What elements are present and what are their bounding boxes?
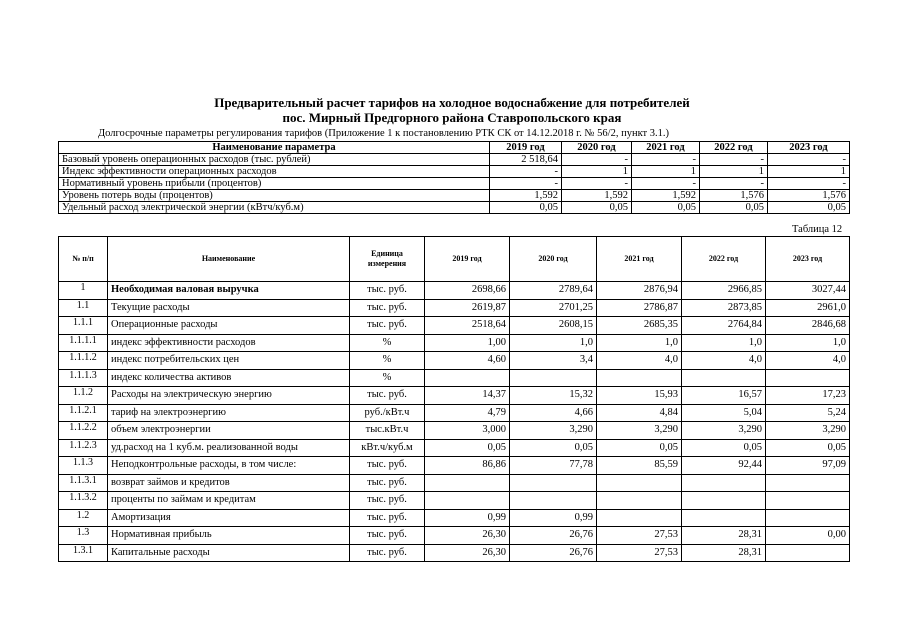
row-code-cell: 1.1.2.1 bbox=[59, 404, 108, 422]
row-value-cell: 2701,25 bbox=[510, 299, 597, 317]
row-name-cell: индекс эффективности расходов bbox=[108, 334, 350, 352]
row-value-cell bbox=[425, 492, 510, 510]
row-name-cell: Амортизация bbox=[108, 509, 350, 527]
param-value-cell: - bbox=[562, 154, 632, 166]
row-value-cell: 4,60 bbox=[425, 352, 510, 370]
row-unit-cell: тыс. руб. bbox=[350, 457, 425, 475]
row-value-cell bbox=[510, 369, 597, 387]
row-value-cell: 15,32 bbox=[510, 387, 597, 405]
document-title-line1: Предварительный расчет тарифов на холодное водоснабжение для потребителей bbox=[214, 95, 690, 110]
row-code-cell: 1.1.2 bbox=[59, 387, 108, 405]
table-row bbox=[59, 282, 850, 300]
row-name-cell: Расходы на электрическую энергию bbox=[108, 387, 350, 405]
row-value-cell: 92,44 bbox=[682, 457, 766, 475]
param-value-cell: - bbox=[768, 154, 850, 166]
param-value-cell: - bbox=[562, 178, 632, 190]
table-row bbox=[59, 404, 850, 422]
params-row bbox=[59, 202, 850, 214]
main-header-cell: № п/п bbox=[59, 237, 108, 282]
param-name-cell: Нормативный уровень прибыли (процентов) bbox=[59, 178, 490, 190]
row-value-cell bbox=[766, 509, 850, 527]
row-code-cell: 1.1 bbox=[59, 299, 108, 317]
row-value-cell: 2789,64 bbox=[510, 282, 597, 300]
row-value-cell: 2876,94 bbox=[597, 282, 682, 300]
params-table bbox=[58, 141, 850, 214]
row-unit-cell: тыс. руб. bbox=[350, 527, 425, 545]
row-value-cell: 0,05 bbox=[510, 439, 597, 457]
table-row bbox=[59, 492, 850, 510]
param-value-cell: 1 bbox=[700, 166, 768, 178]
table-number: Таблица 12 bbox=[792, 224, 843, 235]
param-name-cell: Уровень потерь воды (процентов) bbox=[59, 190, 490, 202]
param-value-cell: 1,576 bbox=[768, 190, 850, 202]
table-row bbox=[59, 527, 850, 545]
row-name-cell: возврат займов и кредитов bbox=[108, 474, 350, 492]
row-value-cell: 26,76 bbox=[510, 527, 597, 545]
table-row bbox=[59, 369, 850, 387]
row-value-cell bbox=[682, 509, 766, 527]
param-value-cell: - bbox=[490, 178, 562, 190]
param-value-cell: 1,592 bbox=[562, 190, 632, 202]
param-value-cell: 1 bbox=[768, 166, 850, 178]
row-value-cell: 26,30 bbox=[425, 527, 510, 545]
row-value-cell: 4,0 bbox=[766, 352, 850, 370]
row-unit-cell: тыс. руб. bbox=[350, 492, 425, 510]
row-value-cell: 2961,0 bbox=[766, 299, 850, 317]
table-row bbox=[59, 387, 850, 405]
row-value-cell: 2685,35 bbox=[597, 317, 682, 335]
row-value-cell: 15,93 bbox=[597, 387, 682, 405]
row-value-cell bbox=[425, 474, 510, 492]
main-header-row bbox=[59, 237, 850, 282]
row-value-cell: 2846,68 bbox=[766, 317, 850, 335]
row-value-cell: 1,0 bbox=[597, 334, 682, 352]
row-value-cell: 3,290 bbox=[597, 422, 682, 440]
params-row bbox=[59, 190, 850, 202]
table-row bbox=[59, 509, 850, 527]
row-code-cell: 1.1.3 bbox=[59, 457, 108, 475]
row-name-cell: тариф на электроэнергию bbox=[108, 404, 350, 422]
main-header-cell: 2019 год bbox=[425, 237, 510, 282]
row-value-cell bbox=[766, 492, 850, 510]
row-value-cell: 2619,87 bbox=[425, 299, 510, 317]
row-value-cell: 16,57 bbox=[682, 387, 766, 405]
main-header-cell: 2020 год bbox=[510, 237, 597, 282]
param-value-cell: - bbox=[700, 154, 768, 166]
row-name-cell: Операционные расходы bbox=[108, 317, 350, 335]
param-value-cell: 1 bbox=[632, 166, 700, 178]
param-value-cell: 0,05 bbox=[632, 202, 700, 214]
row-code-cell: 1.2 bbox=[59, 509, 108, 527]
param-value-cell: 0,05 bbox=[700, 202, 768, 214]
row-value-cell: 5,04 bbox=[682, 404, 766, 422]
param-value-cell: 0,05 bbox=[490, 202, 562, 214]
params-row bbox=[59, 154, 850, 166]
params-header-cell: 2021 год bbox=[632, 142, 700, 154]
params-header-row bbox=[59, 142, 850, 154]
row-value-cell: 2608,15 bbox=[510, 317, 597, 335]
param-value-cell: - bbox=[632, 178, 700, 190]
param-value-cell: 0,05 bbox=[562, 202, 632, 214]
param-value-cell: 1,592 bbox=[490, 190, 562, 202]
params-header-cell: 2023 год bbox=[768, 142, 850, 154]
row-value-cell: 0,99 bbox=[510, 509, 597, 527]
row-value-cell: 2786,87 bbox=[597, 299, 682, 317]
param-value-cell: - bbox=[632, 154, 700, 166]
param-value-cell: 0,05 bbox=[768, 202, 850, 214]
row-value-cell: 5,24 bbox=[766, 404, 850, 422]
row-code-cell: 1.3 bbox=[59, 527, 108, 545]
row-value-cell: 0,05 bbox=[425, 439, 510, 457]
row-name-cell: Текущие расходы bbox=[108, 299, 350, 317]
row-name-cell: индекс количества активов bbox=[108, 369, 350, 387]
param-value-cell: 2 518,64 bbox=[490, 154, 562, 166]
row-value-cell: 28,31 bbox=[682, 527, 766, 545]
row-code-cell: 1.1.3.2 bbox=[59, 492, 108, 510]
table-row bbox=[59, 317, 850, 335]
table-row bbox=[59, 334, 850, 352]
row-value-cell: 0,00 bbox=[766, 527, 850, 545]
row-unit-cell: руб./кВт.ч bbox=[350, 404, 425, 422]
table-row bbox=[59, 474, 850, 492]
row-unit-cell: тыс. руб. bbox=[350, 474, 425, 492]
main-header-cell: 2021 год bbox=[597, 237, 682, 282]
row-value-cell: 0,05 bbox=[597, 439, 682, 457]
row-value-cell: 86,86 bbox=[425, 457, 510, 475]
row-unit-cell: тыс. руб. bbox=[350, 544, 425, 562]
main-header-cell: Наименование bbox=[108, 237, 350, 282]
row-value-cell: 0,05 bbox=[682, 439, 766, 457]
row-code-cell: 1.3.1 bbox=[59, 544, 108, 562]
tariff-calc-table bbox=[58, 236, 850, 562]
row-code-cell: 1.1.2.2 bbox=[59, 422, 108, 440]
row-value-cell: 2966,85 bbox=[682, 282, 766, 300]
row-value-cell: 4,0 bbox=[682, 352, 766, 370]
row-value-cell: 3,000 bbox=[425, 422, 510, 440]
row-unit-cell: % bbox=[350, 334, 425, 352]
row-unit-cell: тыс. руб. bbox=[350, 509, 425, 527]
row-value-cell: 3,290 bbox=[682, 422, 766, 440]
params-header-cell: Наименование параметра bbox=[59, 142, 490, 154]
params-header-cell: 2020 год bbox=[562, 142, 632, 154]
row-value-cell bbox=[682, 474, 766, 492]
row-value-cell: 2698,66 bbox=[425, 282, 510, 300]
main-header-cell: 2023 год bbox=[766, 237, 850, 282]
row-name-cell: проценты по займам и кредитам bbox=[108, 492, 350, 510]
row-value-cell bbox=[597, 492, 682, 510]
row-code-cell: 1.1.2.3 bbox=[59, 439, 108, 457]
row-value-cell: 0,05 bbox=[766, 439, 850, 457]
row-unit-cell: тыс. руб. bbox=[350, 317, 425, 335]
row-value-cell bbox=[597, 509, 682, 527]
row-value-cell: 3,4 bbox=[510, 352, 597, 370]
row-value-cell: 0,99 bbox=[425, 509, 510, 527]
row-unit-cell: тыс. руб. bbox=[350, 299, 425, 317]
row-value-cell: 3,290 bbox=[766, 422, 850, 440]
row-unit-cell: % bbox=[350, 369, 425, 387]
param-name-cell: Удельный расход электрической энергии (кВтч/куб.м) bbox=[59, 202, 490, 214]
param-name-cell: Индекс эффективности операционных расходов bbox=[59, 166, 490, 178]
row-code-cell: 1.1.1.2 bbox=[59, 352, 108, 370]
row-code-cell: 1.1.1.3 bbox=[59, 369, 108, 387]
row-value-cell: 2873,85 bbox=[682, 299, 766, 317]
row-unit-cell: тыс. руб. bbox=[350, 282, 425, 300]
row-value-cell: 97,09 bbox=[766, 457, 850, 475]
row-value-cell bbox=[597, 369, 682, 387]
row-unit-cell: тыс. руб. bbox=[350, 387, 425, 405]
table-row bbox=[59, 352, 850, 370]
params-header-cell: 2022 год bbox=[700, 142, 768, 154]
row-value-cell: 28,31 bbox=[682, 544, 766, 562]
row-value-cell: 26,76 bbox=[510, 544, 597, 562]
table-row bbox=[59, 422, 850, 440]
row-value-cell: 4,0 bbox=[597, 352, 682, 370]
row-name-cell: Нормативная прибыль bbox=[108, 527, 350, 545]
params-row bbox=[59, 178, 850, 190]
row-name-cell: Необходимая валовая выручка bbox=[108, 282, 350, 300]
row-value-cell: 14,37 bbox=[425, 387, 510, 405]
row-value-cell: 1,00 bbox=[425, 334, 510, 352]
param-value-cell: 1,576 bbox=[700, 190, 768, 202]
row-value-cell: 3,290 bbox=[510, 422, 597, 440]
param-value-cell: - bbox=[490, 166, 562, 178]
table-row bbox=[59, 544, 850, 562]
row-code-cell: 1.1.1 bbox=[59, 317, 108, 335]
row-value-cell: 77,78 bbox=[510, 457, 597, 475]
row-code-cell: 1.1.3.1 bbox=[59, 474, 108, 492]
row-value-cell: 27,53 bbox=[597, 544, 682, 562]
row-value-cell bbox=[682, 369, 766, 387]
param-value-cell: 1,592 bbox=[632, 190, 700, 202]
row-value-cell bbox=[597, 474, 682, 492]
row-name-cell: индекс потребительских цен bbox=[108, 352, 350, 370]
row-value-cell: 4,66 bbox=[510, 404, 597, 422]
row-value-cell bbox=[510, 474, 597, 492]
main-header-cell: Единица измерения bbox=[350, 237, 425, 282]
param-value-cell: - bbox=[700, 178, 768, 190]
row-name-cell: Капитальные расходы bbox=[108, 544, 350, 562]
row-value-cell: 4,79 bbox=[425, 404, 510, 422]
row-value-cell: 17,23 bbox=[766, 387, 850, 405]
row-name-cell: Неподконтрольные расходы, в том числе: bbox=[108, 457, 350, 475]
param-name-cell: Базовый уровень операционных расходов (тыс. рублей) bbox=[59, 154, 490, 166]
row-code-cell: 1 bbox=[59, 282, 108, 300]
row-value-cell: 4,84 bbox=[597, 404, 682, 422]
row-value-cell bbox=[682, 492, 766, 510]
row-unit-cell: % bbox=[350, 352, 425, 370]
row-value-cell: 1,0 bbox=[766, 334, 850, 352]
row-value-cell bbox=[425, 369, 510, 387]
row-value-cell bbox=[766, 474, 850, 492]
row-unit-cell: кВт.ч/куб.м bbox=[350, 439, 425, 457]
row-value-cell bbox=[510, 492, 597, 510]
document-title-line2: пос. Мирный Предгорного района Ставропольского края bbox=[282, 110, 622, 125]
row-value-cell: 1,0 bbox=[510, 334, 597, 352]
row-value-cell bbox=[766, 544, 850, 562]
param-value-cell: - bbox=[768, 178, 850, 190]
row-name-cell: объем электроэнергии bbox=[108, 422, 350, 440]
main-header-cell: 2022 год bbox=[682, 237, 766, 282]
row-value-cell: 2764,84 bbox=[682, 317, 766, 335]
table-row bbox=[59, 439, 850, 457]
row-name-cell: уд.расход на 1 куб.м. реализованной воды bbox=[108, 439, 350, 457]
row-unit-cell: тыс.кВт.ч bbox=[350, 422, 425, 440]
row-value-cell: 2518,64 bbox=[425, 317, 510, 335]
row-value-cell: 1,0 bbox=[682, 334, 766, 352]
row-value-cell: 26,30 bbox=[425, 544, 510, 562]
row-code-cell: 1.1.1.1 bbox=[59, 334, 108, 352]
params-row bbox=[59, 166, 850, 178]
params-note: Долгосрочные параметры регулирования тарифов (Приложение 1 к постановлению РТК СК от 14.12.2018 г. № 56/2, пункт 3.1.) bbox=[98, 128, 669, 139]
param-value-cell: 1 bbox=[562, 166, 632, 178]
table-row bbox=[59, 299, 850, 317]
row-value-cell bbox=[766, 369, 850, 387]
params-header-cell: 2019 год bbox=[490, 142, 562, 154]
row-value-cell: 85,59 bbox=[597, 457, 682, 475]
row-value-cell: 3027,44 bbox=[766, 282, 850, 300]
table-row bbox=[59, 457, 850, 475]
row-value-cell: 27,53 bbox=[597, 527, 682, 545]
